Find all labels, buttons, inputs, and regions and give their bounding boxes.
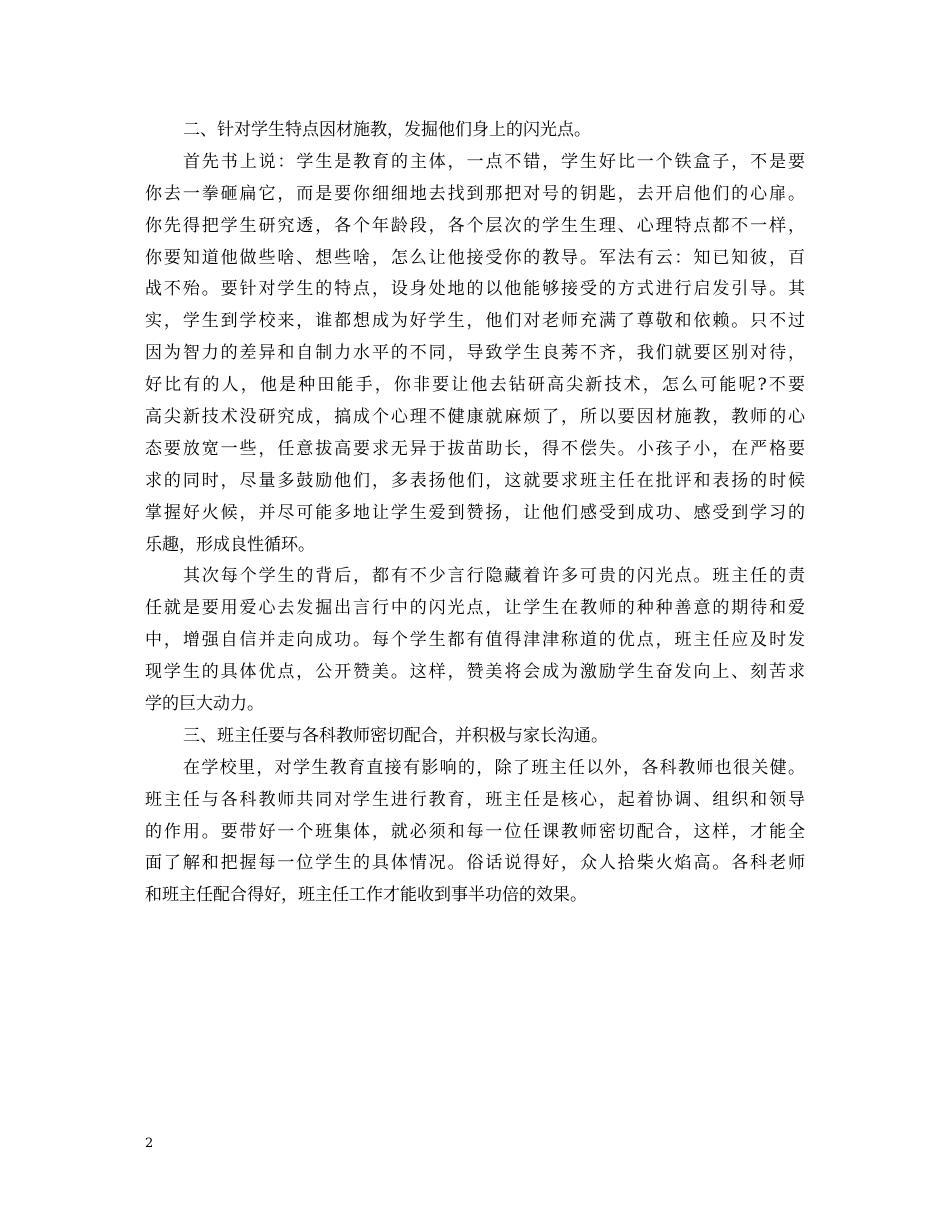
text-line: 求的同时，尽量多鼓励他们，多表扬他们，这就要求班主任在批评和表扬的时候 <box>145 470 805 491</box>
text-line: 因为智力的差异和自制力水平的不同，导致学生良莠不齐，我们就要区别对待， <box>145 343 805 364</box>
text-line: 其次每个学生的背后，都有不少言行隐藏着许多可贵的闪光点。班主任的责 <box>183 566 805 587</box>
text-line: 面了解和把握每一位学生的具体情况。俗话说得好，众人拾柴火焰高。各科老师 <box>145 853 805 874</box>
text-line: 态要放宽一些，任意拔高要求无异于拔苗助长，得不偿失。小孩子小，在严格要 <box>145 438 805 459</box>
document-body <box>145 115 805 912</box>
text-line: 三、班主任要与各科教师密切配合，并积极与家长沟通。 <box>183 725 608 746</box>
text-line: 在学校里，对学生教育直接有影响的，除了班主任以外，各科教师也很关健。 <box>183 757 805 778</box>
text-line: 战不殆。要针对学生的特点，设身处地的以他能够接受的方式进行启发引导。其 <box>145 279 805 300</box>
text-line: 二、针对学生特点因材施教，发掘他们身上的闪光点。 <box>183 120 591 140</box>
text-line: 现学生的具体优点，公开赞美。这样，赞美将会成为激励学生奋发向上、刻苦求 <box>145 662 805 683</box>
page-number: 2 <box>145 1136 154 1151</box>
text-line: 你先得把学生研究透，各个年龄段，各个层次的学生生理、心理特点都不一样， <box>145 215 805 236</box>
text-line: 高尖新技术没研究成，搞成个心理不健康就麻烦了，所以要因材施教，教师的心 <box>145 407 805 428</box>
text-line: 中，增强自信并走向成功。每个学生都有值得津津称道的优点，班主任应及时发 <box>145 630 805 651</box>
text-line: 的作用。要带好一个班集体，就必须和每一位任课教师密切配合，这样，才能全 <box>145 821 805 842</box>
text-line: 乐趣，形成良性循环。 <box>145 534 315 555</box>
text-line: 好比有的人，他是种田能手，你非要让他去钻研高尖新技术，怎么可能呢?不要 <box>145 375 805 396</box>
text-line: 班主任与各科教师共同对学生进行教育，班主任是核心，起着协调、组织和领导 <box>145 789 805 810</box>
text-line: 你要知道他做些啥、想些啥，怎么让他接受你的教导。军法有云：知已知彼，百 <box>145 247 805 268</box>
text-line: 实，学生到学校来，谁都想成为好学生，他们对老师充满了尊敬和依赖。只不过 <box>145 311 805 332</box>
text-line: 学的巨大动力。 <box>145 694 264 715</box>
text-line: 你去一拳砸扁它，而是要你细细地去找到那把对号的钥匙，去开启他们的心扉。 <box>145 183 805 204</box>
text-line: 和班主任配合得好，班主任工作才能收到事半功倍的效果。 <box>145 885 587 906</box>
text-line: 首先书上说：学生是教育的主体，一点不错，学生好比一个铁盒子，不是要 <box>183 151 805 172</box>
text-line: 任就是要用爱心去发掘出言行中的闪光点，让学生在教师的种种善意的期待和爱 <box>145 598 805 619</box>
text-line: 掌握好火候，并尽可能多地让学生爱到赞扬，让他们感受到成功、感受到学习的 <box>145 502 805 523</box>
